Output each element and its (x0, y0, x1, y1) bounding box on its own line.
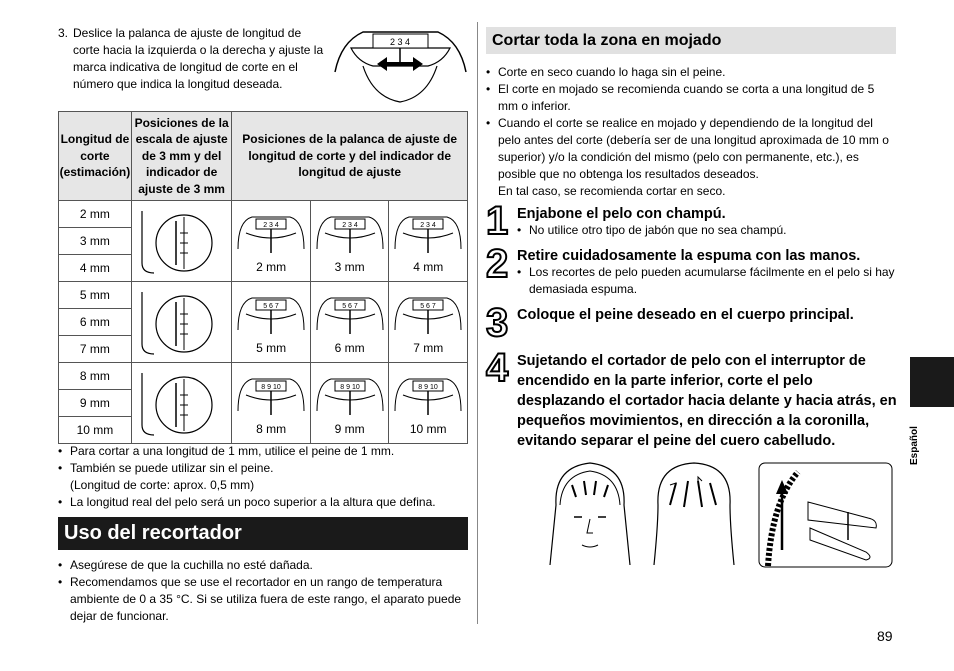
dial-illustration (234, 209, 308, 257)
step-number-4: 4 (486, 346, 509, 390)
language-label: Español (909, 426, 920, 465)
dial-cell (389, 201, 468, 282)
scale-indicator-illustration (134, 365, 230, 439)
dial-label: 2 mm (256, 259, 287, 274)
length-cell: 6 mm (59, 309, 132, 336)
dial-illustration (391, 209, 465, 257)
svg-text:2 3 4: 2 3 4 (341, 221, 358, 229)
back-head-illustration (644, 455, 744, 570)
bullet-item: • Corte en seco cuando lo haga sin el peine. (486, 64, 896, 81)
length-cell: 10 mm (59, 417, 132, 444)
length-settings-table (58, 111, 468, 444)
table-row (59, 282, 468, 309)
bullet-item: • Cuando el corte se realice en mojado y dependiendo de la longitud del pelo antes del corte (debería ser de una longitud aproximada de 10 mm o superior) y/o la condición del mismo (pelo con permanente, etc.), es posible que no obtenga los resultados deseados. (486, 115, 896, 183)
svg-text:2 3 4: 2 3 4 (420, 221, 437, 229)
dial-illustration (391, 290, 465, 338)
note-item: • La longitud real del pelo será un poco superior a la altura que defina. (58, 494, 468, 511)
note-item: • Para cortar a una longitud de 1 mm, utilice el peine de 1 mm. (58, 443, 468, 460)
step-2-note (517, 264, 897, 298)
dial-illustration (234, 371, 308, 419)
svg-text:5 6 7: 5 6 7 (341, 302, 358, 310)
step-number-2: 2 (486, 242, 509, 286)
scale-illustration-cell (131, 201, 232, 282)
scale-illustration-cell (131, 282, 232, 363)
dial-cell (232, 282, 311, 363)
step-1-note (517, 222, 897, 239)
length-lever-illustration (333, 22, 468, 104)
step-number-3: 3 (486, 301, 509, 345)
dial-label: 9 mm (334, 421, 365, 436)
svg-text:5 6 7: 5 6 7 (420, 302, 437, 310)
trimmer-bullets (58, 557, 468, 625)
step-3-number: 3. (58, 26, 69, 40)
section-title-trimmer: Uso del recortador (58, 517, 468, 550)
dial-label: 5 mm (256, 340, 287, 355)
table-row (59, 201, 468, 228)
table-header-row (59, 112, 468, 201)
length-cell: 7 mm (59, 336, 132, 363)
scale-illustration-cell (131, 363, 232, 444)
length-cell: 4 mm (59, 255, 132, 282)
dial-label: 4 mm (413, 259, 444, 274)
dial-illustration (391, 371, 465, 419)
scale-indicator-illustration (134, 203, 230, 277)
table-notes (58, 443, 468, 511)
language-tab (910, 357, 954, 407)
length-cell: 9 mm (59, 390, 132, 417)
length-cell: 8 mm (59, 363, 132, 390)
bullet-continuation: En tal caso, se recomienda cortar en seco. (498, 184, 726, 198)
section-title-wet: Cortar toda la zona en mojado (486, 27, 896, 54)
dial-illustration (313, 209, 387, 257)
svg-text:8 9 10: 8 9 10 (339, 383, 360, 391)
header-scale-positions: Posiciones de la escala de ajuste de 3 mm y del indicador de ajuste de 3 mm (131, 112, 232, 201)
dial-marks-text: 2 3 4 (389, 37, 411, 47)
note-item: • También se puede utilizar sin el peine. (58, 460, 468, 477)
dial-illustration (234, 290, 308, 338)
bullet-item: • El corte en mojado se recomienda cuando se corta a una longitud de 5 mm o inferior. (486, 81, 896, 115)
dial-cell (310, 363, 389, 444)
svg-text:2 3 4: 2 3 4 (263, 221, 279, 229)
svg-text:5 6 7: 5 6 7 (263, 302, 279, 310)
clipper-angle-illustration (758, 462, 893, 568)
dial-cell (232, 363, 311, 444)
svg-text:8 9 10: 8 9 10 (418, 383, 438, 391)
step-note: • Los recortes de pelo pueden acumularse fácilmente en el pelo si hay demasiada espuma. (517, 264, 897, 298)
table-row (59, 363, 468, 390)
dial-cell (389, 363, 468, 444)
length-cell: 3 mm (59, 228, 132, 255)
length-cell: 2 mm (59, 201, 132, 228)
header-length: Longitud de corte (estimación) (59, 112, 132, 201)
dial-cell (389, 282, 468, 363)
dial-cell (232, 201, 311, 282)
dial-cell (310, 282, 389, 363)
step-number-1: 1 (486, 199, 509, 243)
length-cell: 5 mm (59, 282, 132, 309)
header-lever-positions: Posiciones de la palanca de ajuste de longitud de corte y del indicador de longitud de ajuste (232, 112, 468, 201)
step-3-title: Coloque el peine deseado en el cuerpo principal. (517, 307, 854, 323)
dial-label: 7 mm (413, 340, 444, 355)
dial-illustration (313, 371, 387, 419)
scale-indicator-illustration (134, 284, 230, 358)
front-head-illustration (540, 455, 640, 570)
wet-bullets (486, 64, 896, 200)
step-2-title: Retire cuidadosamente la espuma con las manos. (517, 248, 861, 264)
dial-label: 10 mm (409, 421, 447, 436)
step-1-title: Enjabone el pelo con champú. (517, 206, 726, 222)
column-divider (477, 22, 478, 624)
bullet-item: • Asegúrese de que la cuchilla no esté dañada. (58, 557, 468, 574)
dial-illustration (313, 290, 387, 338)
step-3-instruction (58, 25, 330, 93)
step-note: • No utilice otro tipo de jabón que no sea champú. (517, 222, 897, 239)
dial-label: 6 mm (334, 340, 365, 355)
page-number: 89 (877, 628, 893, 644)
dial-cell (310, 201, 389, 282)
step-4-title: Sujetando el cortador de pelo con el interruptor de encendido en la parte inferior, corte el pelo desplazando el cortador hacia delante y hacia atrás, en pequeños movimientos, en dirección a la coronilla, evitando separar el peine del cuero cabelludo. (517, 353, 897, 449)
dial-label: 8 mm (256, 421, 287, 436)
svg-text:8 9 10: 8 9 10 (261, 383, 281, 391)
bullet-item: • Recomendamos que se use el recortador en un rango de temperatura ambiente de 0 a 35 °C. Si se utiliza fuera de este rango, el aparato puede dejar de funcionar. (58, 574, 468, 625)
dial-label: 3 mm (334, 259, 365, 274)
note-continuation: (Longitud de corte: aprox. 0,5 mm) (70, 478, 255, 492)
step-3-text: Deslice la palanca de ajuste de longitud de corte hacia la izquierda o la derecha y ajuste la marca indicativa de longitud de corte en el número que indica la longitud deseada. (73, 26, 324, 91)
